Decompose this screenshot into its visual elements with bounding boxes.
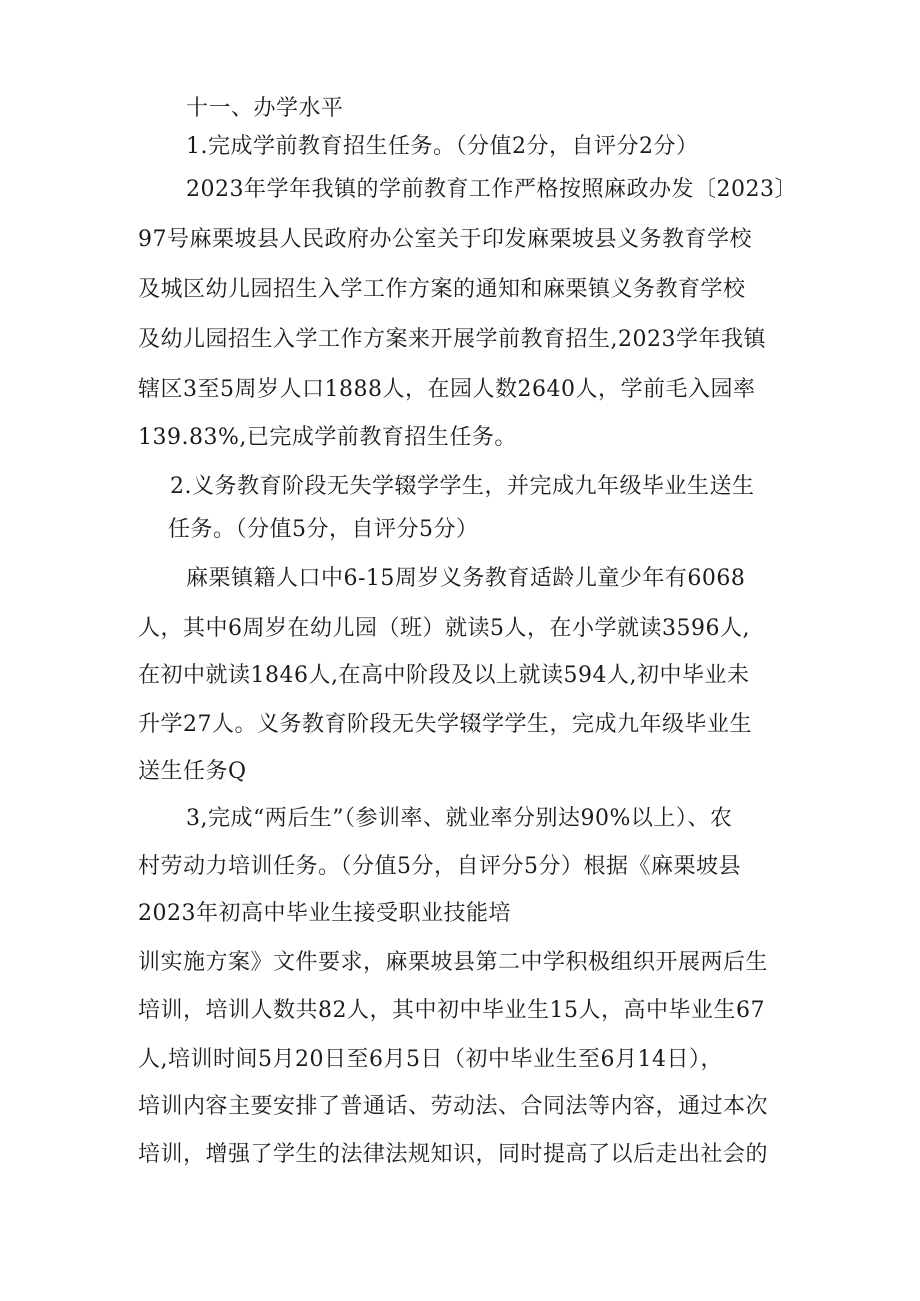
paragraph-line: 训实施方案》文件要求，麻栗坡县第二中学积极组织开展两后生 bbox=[138, 950, 769, 975]
paragraph-line: 在初中就读1846人,在高中阶段及以上就读594人,初中毕业未 bbox=[138, 663, 750, 688]
paragraph-line: 人，其中6周岁在幼儿园（班）就读5人，在小学就读3596人, bbox=[138, 616, 750, 641]
paragraph-line: 97号麻栗坡县人民政府办公室关于印发麻栗坡县义务教育学校 bbox=[138, 227, 752, 252]
paragraph-line: 送生任务Q bbox=[138, 759, 247, 784]
paragraph-line: 人,培训时间5月20日至6月5日（初中毕业生至6月14日）， bbox=[138, 1047, 723, 1072]
paragraph-line: 培训内容主要安排了普通话、劳动法、合同法等内容，通过本次 bbox=[138, 1094, 769, 1119]
paragraph-line: 及城区幼儿园招生入学工作方案的通知和麻栗镇义务教育学校 bbox=[138, 277, 746, 302]
item-1-heading: 1.完成学前教育招生任务。（分值2分，自评分2分） bbox=[186, 134, 699, 159]
paragraph-line: 2023年学年我镇的学前教育工作严格按照麻政办发〔2023〕 bbox=[186, 177, 797, 202]
paragraph-line: 2023年初高中毕业生接受职业技能培 bbox=[138, 901, 511, 926]
paragraph-line: 培训，增强了学生的法律法规知识，同时提高了以后走出社会的 bbox=[138, 1142, 769, 1167]
paragraph-line: 村劳动力培训任务。（分值5分，自评分5分）根据《麻栗坡县 bbox=[138, 854, 741, 879]
paragraph-line: 升学27人。义务教育阶段无失学辍学学生，完成九年级毕业生 bbox=[138, 712, 752, 737]
section-heading: 十一、办学水平 bbox=[186, 96, 344, 121]
paragraph-line: 及幼儿园招生入学工作方案来开展学前教育招生,2023学年我镇 bbox=[138, 327, 766, 352]
paragraph-line: 139.83%,已完成学前教育招生任务。 bbox=[138, 425, 517, 450]
item-2-heading: 任务。（分值5分，自评分5分） bbox=[168, 517, 479, 542]
item-2-heading: 2.义务教育阶段无失学辍学学生，并完成九年级毕业生送生 bbox=[170, 474, 755, 499]
paragraph-line: 培训，培训人数共82人，其中初中毕业生15人，高中毕业生67 bbox=[138, 998, 765, 1023]
paragraph-line: 麻栗镇籍人口中6-15周岁义务教育适龄儿童少年有6068 bbox=[186, 566, 746, 591]
item-3-heading: 3,完成“两后生”（参训率、就业率分别达90%以上）、农 bbox=[186, 806, 733, 831]
paragraph-line: 辖区3至5周岁人口1888人，在园人数2640人，学前毛入园率 bbox=[138, 377, 756, 402]
